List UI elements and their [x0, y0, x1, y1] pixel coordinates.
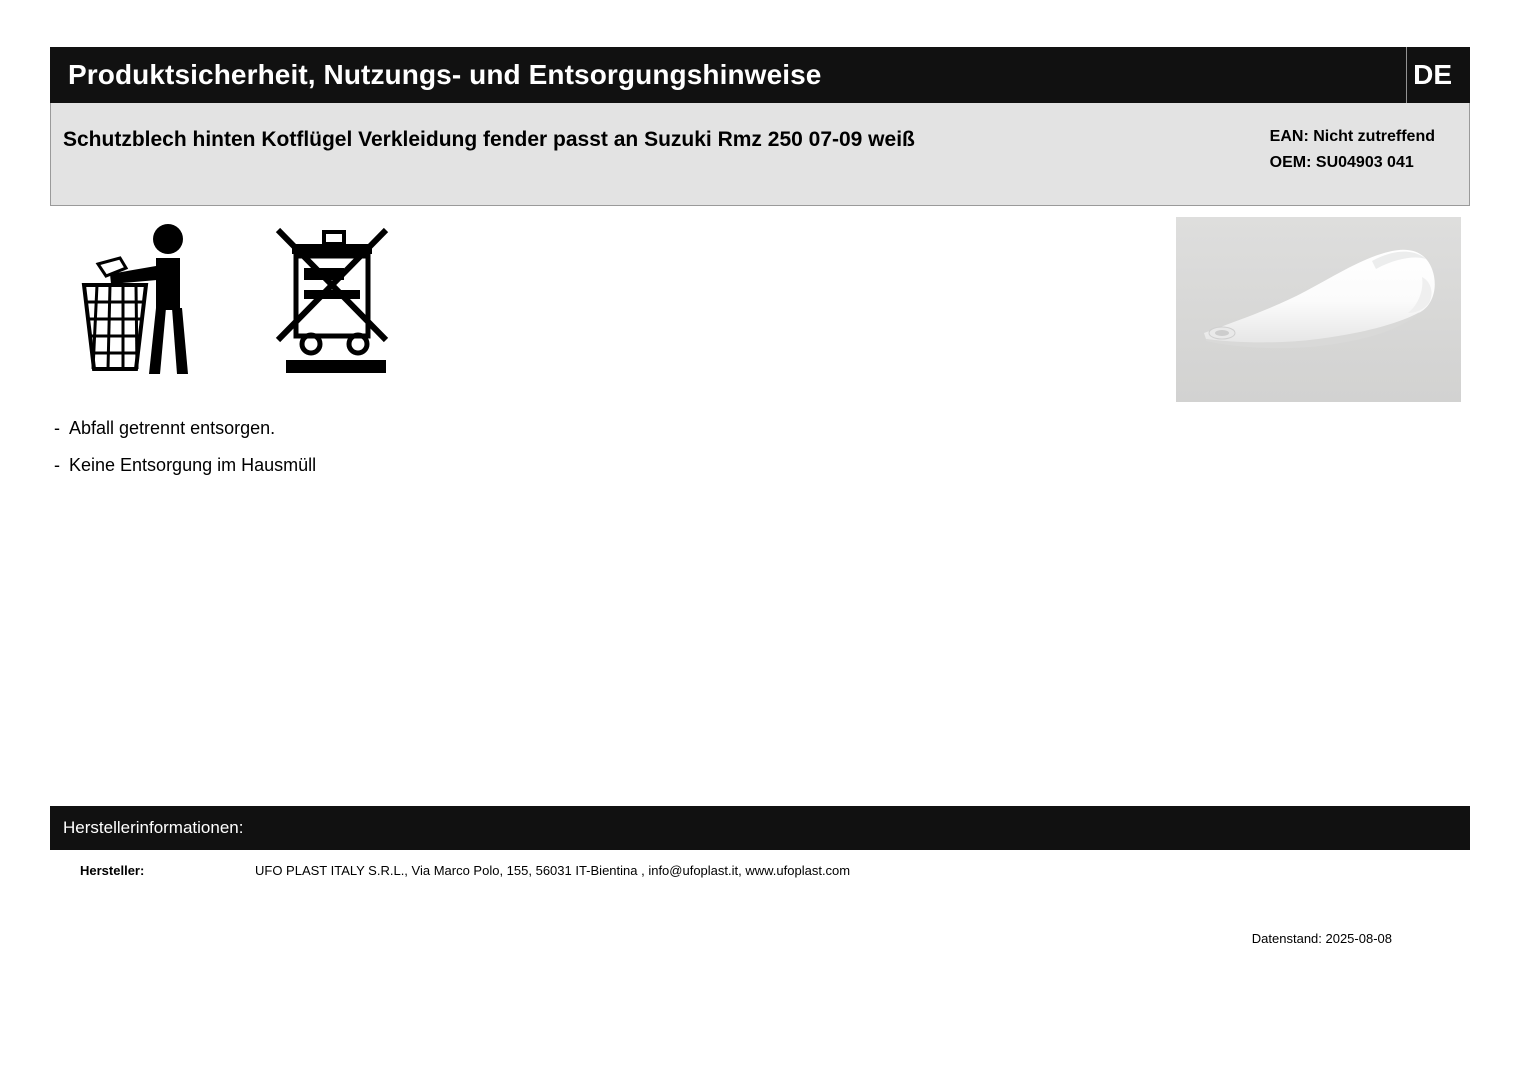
weee-crossed-out-wheelie-bin-icon: [274, 222, 399, 382]
list-item-text: Keine Entsorgung im Hausmüll: [69, 455, 317, 475]
header-bar: [50, 47, 1470, 103]
ean-value: EAN: Nicht zutreffend: [1269, 128, 1435, 145]
product-codes: [1270, 124, 1435, 176]
pictogram-area: [80, 222, 420, 382]
manufacturer-section-label: Herstellerinformationen:: [63, 818, 244, 837]
list-item-text: Abfall getrennt entsorgen.: [69, 418, 276, 438]
product-image: [1176, 217, 1461, 402]
waste-separation-icon: [80, 222, 220, 382]
bullet-dash: -: [54, 418, 60, 438]
list-item: [54, 410, 954, 447]
disposal-notes-list: [54, 410, 954, 484]
list-item: [54, 447, 954, 484]
manufacturer-section-bar: [50, 806, 1470, 850]
manufacturer-row: [50, 858, 1470, 888]
manufacturer-value: UFO PLAST ITALY S.R.L., Via Marco Polo, 155, 56031 IT-Bientina , info@ufoplast.it, www.ufoplast.com: [255, 863, 851, 878]
bullet-dash: -: [54, 455, 60, 475]
oem-value: OEM: SU04903 041: [1269, 154, 1414, 171]
language-badge: DE: [1413, 59, 1452, 90]
product-info-band: [50, 103, 1470, 206]
header-divider: [1406, 47, 1407, 103]
page-title: Produktsicherheit, Nutzungs- und Entsorgungshinweise: [68, 59, 822, 90]
manufacturer-key: Hersteller:: [80, 863, 145, 878]
product-title: Schutzblech hinten Kotflügel Verkleidung fender passt an Suzuki Rmz 250 07-09 weiß: [63, 128, 915, 151]
data-status-text: Datenstand: 2025-08-08: [1251, 931, 1392, 946]
